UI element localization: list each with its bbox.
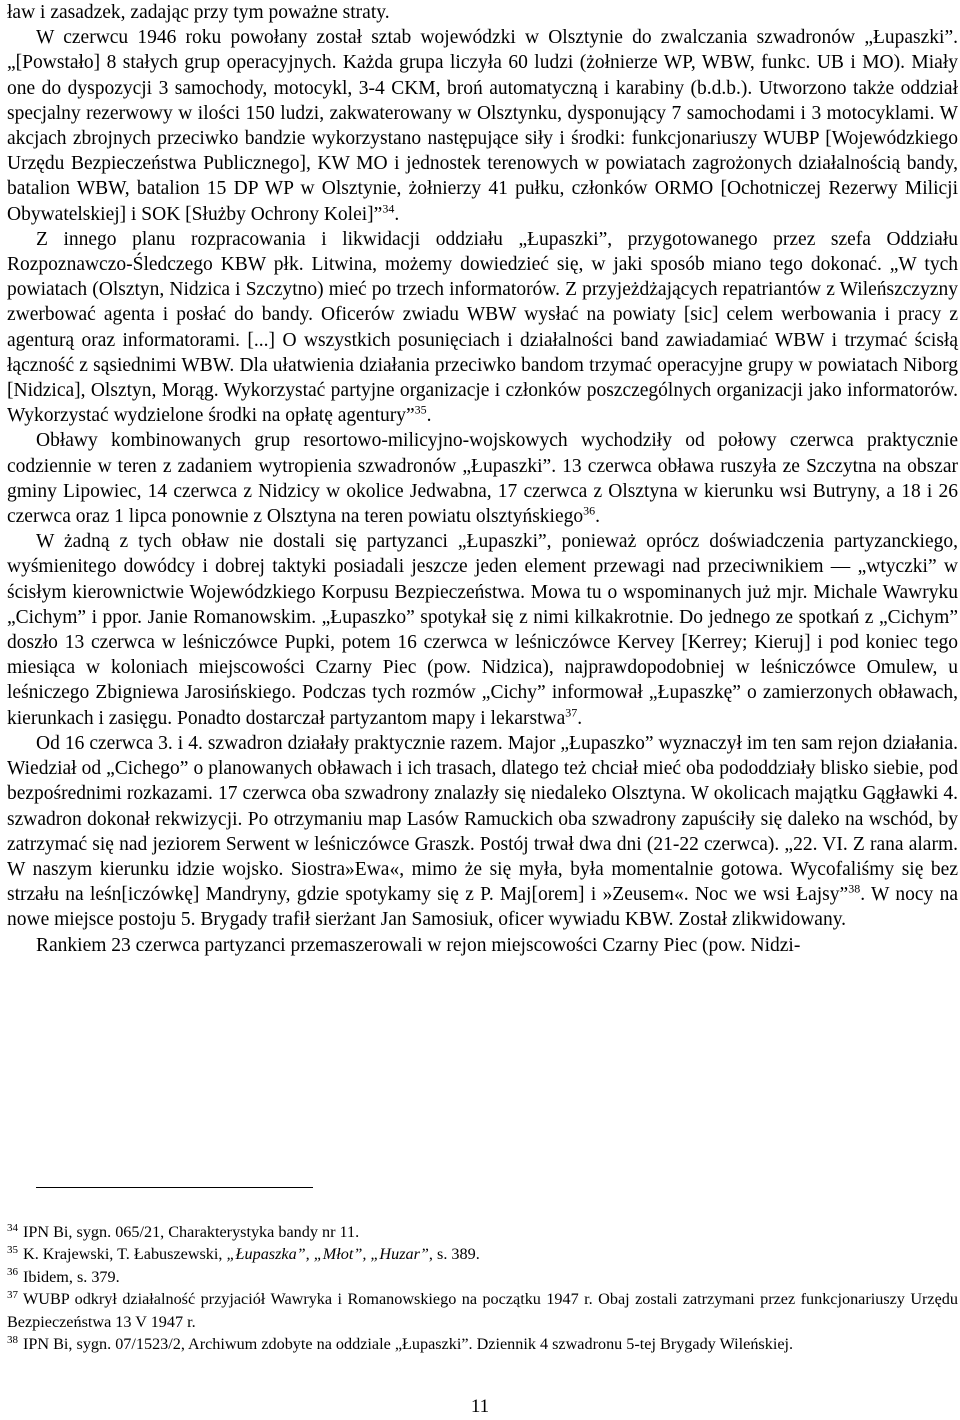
text-run: Ibidem, s. 379. xyxy=(23,1267,120,1286)
text-run: . xyxy=(595,506,600,528)
document-page xyxy=(7,0,958,958)
text-run: . xyxy=(577,707,583,729)
footnote-ref: 35 xyxy=(414,402,427,417)
footnote-number: 36 xyxy=(7,1266,18,1279)
footnote-separator xyxy=(36,1187,313,1188)
paragraph xyxy=(7,529,958,731)
text-run: Z innego planu rozpracowania i likwidacji oddziału „Łupaszki”, przygotowanego przez szefa Oddziału Rozpoznawczo-Śledczego KBW płk. Litwina, możemy dowiedzieć się, w jaki sposób miano tego dokonać. „W tych powiatach (Olsztyn, Nidzica i Szczytno) mieć po trzech informatorów. Z przyjeżdżających repatriantów z Wileńszczyzny zwerbować agenta i posłać do bandy. Oficerów zwiadu WBW wysłać na powiaty [sic] celem werbowania i pracy z agenturą oraz informatorami. [...] O wszystkich posunięciach i działalności band zawiadamiać WBW i trzymać ścisłą łączność z sąsiednimi WBW. Dla ułatwienia działania przeciwko bandom trzymać operacyjne grupy w powiatach Niborg [Nidzica], Olsztyn, Morąg. Wykorzystać partyjne organizacje i członków poszczególnych organizacji jako informatorów. Wykorzystać wydzielone środki na opłatę agentury” xyxy=(7,228,958,427)
paragraph xyxy=(7,428,958,529)
text-run: W żadną z tych obław nie dostali się partyzanci „Łupaszki”, ponieważ oprócz doświadczenia partyzanckiego, wyśmienitego dowódcy i dobrej taktyki posiadali jeszcze jeden element przewagi nad przeciwnikiem — „wtyczki” w ścisłym kierownictwie Wojewódzkiego Korpusu Bezpieczeństwa. Mowa tu o wspominanych już mjr. Michale Wawryku „Cichym” i ppor. Janie Romanowskim. „Łupaszko” spotykał się z nimi kilkakrotnie. Do jednego ze spotkań z „Cichym” doszło 13 czerwca w leśniczówce Pupki, potem 16 czerwca w leśniczówce Kervey [Kerrey; Kieruj] i pod koniec tego miesiąca w koloniach miejscowości Czarny Piec (pow. Nidzica), najprawdopodobniej w leśniczówce Omulew, u leśniczego Zbigniewa Jarosińskiego. Podczas tych rozmów „Cichy” informował „Łupaszkę” o zamierzonych obławach, kierunkach i zasięgu. Ponadto dostarczał partyzantom mapy i lekarstwa xyxy=(7,531,958,729)
footnote-ref: 36 xyxy=(583,503,596,518)
footnote-number: 37 xyxy=(7,1288,18,1301)
footnote xyxy=(7,1243,958,1265)
footnote-number: 38 xyxy=(7,1333,18,1346)
footnotes xyxy=(7,1221,958,1355)
footnote xyxy=(7,1221,958,1243)
page-number: 11 xyxy=(470,1396,490,1417)
text-run: Rankiem 23 czerwca partyzanci przemaszerowali w rejon miejscowości Czarny Piec (pow. Nidzi- xyxy=(36,934,801,956)
footnote xyxy=(7,1333,958,1355)
text-run: IPN Bi, sygn. 065/21, Charakterystyka bandy nr 11. xyxy=(23,1223,360,1241)
footnote xyxy=(7,1288,958,1333)
paragraph xyxy=(7,25,958,227)
text-run: . W nocy na nowe miejsce postoju 5. Brygady trafił sierżant Jan Samosiuk, oficer wywiadu KBW. Został zlikwidowany. xyxy=(7,884,958,931)
paragraph xyxy=(7,933,958,958)
text-run: K. Krajewski, T. Łabuszewski, xyxy=(23,1245,227,1264)
text-run: ław i zasadzek, zadając przy tym poważne straty. xyxy=(7,2,390,23)
text-run: WUBP odkrył działalność przyjaciół Wawryka i Romanowskiego na początku 1947 r. Obaj zostali zatrzymani przez funkcjonariuszy Urzędu Bezpieczeństwa 13 V 1947 r. xyxy=(7,1290,958,1331)
footnote-ref: 37 xyxy=(565,705,578,720)
text-run: . xyxy=(394,203,400,225)
footnote-ref: 34 xyxy=(382,201,395,216)
footnote xyxy=(7,1266,958,1288)
body-text xyxy=(7,0,958,958)
text-run: . xyxy=(426,405,432,427)
italic-title: „Łupaszka”, „Młot”, „Huzar” xyxy=(226,1245,429,1264)
paragraph xyxy=(7,731,958,933)
text-run: Od 16 czerwca 3. i 4. szwadron działały praktycznie razem. Major „Łupaszko” wyznaczył im ten sam rejon działania. Wiedział od „Cichego” o planowanych obławach i ich trasach, dlatego też chciał mieć oba pododdziały blisko siebie, pod bezpośrednimi rozkazami. 17 czerwca oba szwadrony znalazły się niedaleko Olsztyna. W okolicach majątku Gągławki 4. szwadron dokonał rekwizycji. Po otrzymaniu map Lasów Ramuckich oba szwadrony zapuściły się daleko na wschód, by zatrzymać się nad jeziorem Serwent w leśniczówce Graszk. Postój trwał dwa dni (21-22 czerwca). „22. VI. Z rana alarm. W naszym kierunku idzie wojsko. Siostra»Ewa«, mimo że się myła, była momentalnie gotowa. Wycofaliśmy się bez strzału na leśn[iczówkę] Mandryny, gdzie spotykamy się z P. Maj[orem] i »Zeusem«. Noc we wsi Łajsy” xyxy=(7,732,958,906)
text-run: W czerwcu 1946 roku powołany został sztab wojewódzki w Olsztynie do zwalczania szwadronów „Łupaszki”. „[Powstało] 8 stałych grup operacyjnych. Każda grupa liczyła 60 ludzi (żołnierze WP, WBW, funkc. UB i MO). Miały one do dyspozycji 3 samochody, motocykl, 3-4 CKM, broń automatyczną i karabiny (b.d.b.). Utworzono także oddział specjalny rezerwowy w ilości 150 ludzi, zakwaterowany w Olsztynku, dysponujący 7 samochodami i 3 motocyklami. W akcjach zbrojnych przeciwko bandzie wykorzystano następujące siły i środki: funkcjonariuszy WUBP [Wojewódzkiego Urzędu Bezpieczeństwa Publicznego], KW MO i jednostek terenowych w powiatach zagrożonych działalnością bandy, batalion WBW, batalion 15 DP WP w Olsztynie, żołnierzy 41 pułku, członków ORMO [Ochotniczej Rezerwy Milicji Obywatelskiej] i SOK [Służby Ochrony Kolei]” xyxy=(7,27,958,225)
footnote-ref: 38 xyxy=(848,881,861,896)
footnote-number: 35 xyxy=(7,1244,18,1257)
paragraph xyxy=(7,0,958,25)
footnote-number: 34 xyxy=(7,1221,18,1234)
text-run: IPN Bi, sygn. 07/1523/2, Archiwum zdobyte na oddziale „Łupaszki”. Dziennik 4 szwadronu 5-tej Brygady Wileńskiej. xyxy=(23,1335,794,1354)
text-run: , s. 389. xyxy=(428,1245,480,1264)
paragraph xyxy=(7,227,958,429)
text-run: Obławy kombinowanych grup resortowo-milicyjno-wojskowych wychodziły od połowy czerwca praktycznie codziennie w teren z zadaniem wytropienia szwadronów „Łupaszki”. 13 czerwca obława ruszyła ze Szczytna na obszar gminy Lipowiec, 14 czerwca z Nidzicy w okolice Jedwabna, 17 czerwca z Olsztyna w kierunku wsi Butryny, a 18 i 26 czerwca oraz 1 lipca ponownie z Olsztyna na teren powiatu olsztyńskiego xyxy=(7,430,958,528)
